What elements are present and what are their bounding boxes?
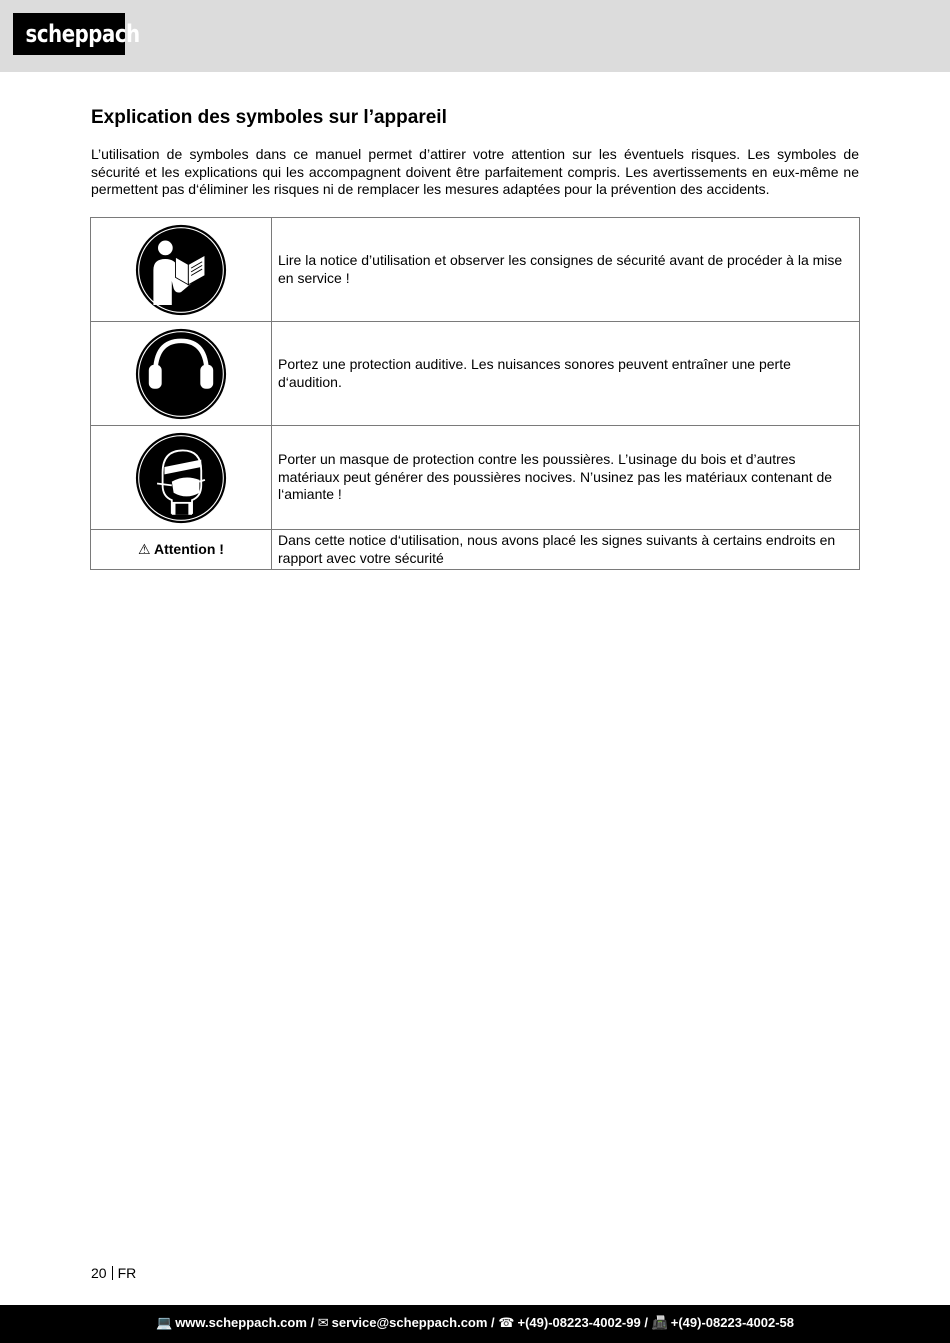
page-separator xyxy=(112,1266,113,1280)
page-number: 20 FR xyxy=(91,1265,137,1281)
scheppach-logo: scheppach xyxy=(13,13,125,55)
symbol-description: Porter un masque de protection contre les poussières. L’usinage du bois et d’autres matériaux peut générer des poussières nocives. N’usinez pas les matériaux contenant de l‘amiante ! xyxy=(272,426,860,530)
header-band xyxy=(0,0,950,72)
phone-icon: ☎ xyxy=(498,1315,515,1330)
mail-icon: ✉ xyxy=(317,1315,329,1330)
symbol-description: Portez une protection auditive. Les nuisances sonores peuvent entraîner une perte d‘audition. xyxy=(272,322,860,426)
attention-label: ⚠ Attention ! xyxy=(138,540,224,557)
attention-row xyxy=(91,530,860,570)
intro-paragraph: L’utilisation de symboles dans ce manuel permet d’attirer votre attention sur les éventuels risques. Les symboles de sécurité et les explications qui les accompagnent doivent être parfaitement compris. Les avertissements en eux-même ne permettent pas d‘éliminer les risques ni de remplacer les mesures adaptées pour la prévention des accidents. xyxy=(91,146,859,197)
symbol-row-hearing-protection xyxy=(91,322,860,426)
read-manual-icon xyxy=(135,224,227,316)
attention-description: Dans cette notice d‘utilisation, nous avons placé les signes suivants à certains endroits en rapport avec votre sécurité xyxy=(272,530,860,570)
computer-icon: 💻 xyxy=(156,1315,173,1330)
symbol-row-read-manual xyxy=(91,218,860,322)
page-title: Explication des symboles sur l’appareil xyxy=(91,107,447,128)
symbols-table xyxy=(90,217,860,570)
symbol-description: Lire la notice d’utilisation et observer les consignes de sécurité avant de procéder à la mise en service ! xyxy=(272,218,860,322)
hearing-protection-icon xyxy=(135,328,227,420)
symbol-row-dust-mask xyxy=(91,426,860,530)
dust-mask-icon xyxy=(135,432,227,524)
phone-number: +(49)-08223-4002-99 xyxy=(517,1315,641,1330)
email-link[interactable]: service@scheppach.com xyxy=(331,1315,488,1330)
website-link[interactable]: www.scheppach.com xyxy=(175,1315,307,1330)
footer-band: 💻 www.scheppach.com / ✉ service@scheppach.com / ☎ +(49)-08223-4002-99 / 📠 +(49)-08223-4002-58 xyxy=(0,1305,950,1343)
fax-icon: 📠 xyxy=(651,1315,668,1330)
fax-number: +(49)-08223-4002-58 xyxy=(670,1315,794,1330)
